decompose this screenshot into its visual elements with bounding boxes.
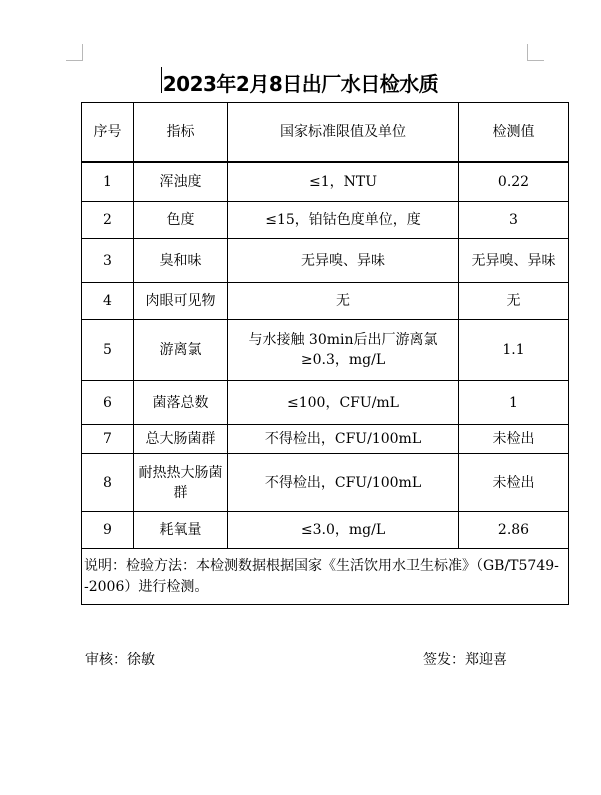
cell-value: 0.22 [459, 163, 569, 202]
header-value: 检测值 [459, 103, 569, 162]
cell-limit: ≤15，铂钴色度单位，度 [228, 202, 459, 239]
cell-limit: 不得检出，CFU/100mL [228, 425, 459, 454]
cell-value: 1 [459, 381, 569, 425]
issuer-signature: 签发：郑迎喜 [423, 652, 507, 668]
cell-item: 菌落总数 [134, 381, 228, 425]
cell-value: 未检出 [459, 454, 569, 512]
method-note: 说明：检验方法：本检测数据根据国家《生活饮用水卫生标准》（GB/T5749--2006）进行检测。 [82, 549, 569, 605]
cell-item: 耗氧量 [134, 512, 228, 549]
cell-limit: 与水接触 30min后出厂游离氯≥0.3，mg/L [228, 320, 459, 381]
table-row [82, 425, 569, 454]
reviewer-signature: 审核：徐敏 [85, 652, 155, 668]
table-row [82, 320, 569, 381]
cell-limit: ≤100，CFU/mL [228, 381, 459, 425]
cell-no: 2 [82, 202, 134, 239]
water-quality-table [81, 102, 569, 605]
cell-item: 总大肠菌群 [134, 425, 228, 454]
table-row [82, 283, 569, 320]
cell-no: 6 [82, 381, 134, 425]
cell-item: 臭和味 [134, 239, 228, 283]
header-item: 指标 [134, 103, 228, 162]
cell-limit: 不得检出，CFU/100mL [228, 454, 459, 512]
cell-value: 无异嗅、异味 [459, 239, 569, 283]
cell-value: 1.1 [459, 320, 569, 381]
header-limit: 国家标准限值及单位 [228, 103, 459, 162]
table-row [82, 454, 569, 512]
page-corner-mark [66, 44, 83, 61]
cell-value: 2.86 [459, 512, 569, 549]
cell-no: 1 [82, 163, 134, 202]
header-no: 序号 [82, 103, 134, 162]
table-row [82, 512, 569, 549]
cell-no: 3 [82, 239, 134, 283]
cell-item: 耐热热大肠菌群 [134, 454, 228, 512]
cell-value: 无 [459, 283, 569, 320]
cell-no: 5 [82, 320, 134, 381]
cell-no: 9 [82, 512, 134, 549]
table-header-row [82, 103, 569, 162]
cell-value: 未检出 [459, 425, 569, 454]
cell-limit: 无异嗅、异味 [228, 239, 459, 283]
cell-item: 色度 [134, 202, 228, 239]
cell-limit: ≤1，NTU [228, 163, 459, 202]
table-row [82, 239, 569, 283]
table-note-row [82, 549, 569, 605]
table-row [82, 163, 569, 202]
page-corner-mark [527, 44, 544, 61]
cell-item: 游离氯 [134, 320, 228, 381]
cell-value: 3 [459, 202, 569, 239]
cell-no: 8 [82, 454, 134, 512]
document-title: 2023年2月8日出厂水日检水质 [162, 72, 439, 96]
cell-no: 7 [82, 425, 134, 454]
cell-limit: 无 [228, 283, 459, 320]
cell-item: 肉眼可见物 [134, 283, 228, 320]
cell-item: 浑浊度 [134, 163, 228, 202]
cell-no: 4 [82, 283, 134, 320]
table-row [82, 202, 569, 239]
cell-limit: ≤3.0，mg/L [228, 512, 459, 549]
table-row [82, 381, 569, 425]
